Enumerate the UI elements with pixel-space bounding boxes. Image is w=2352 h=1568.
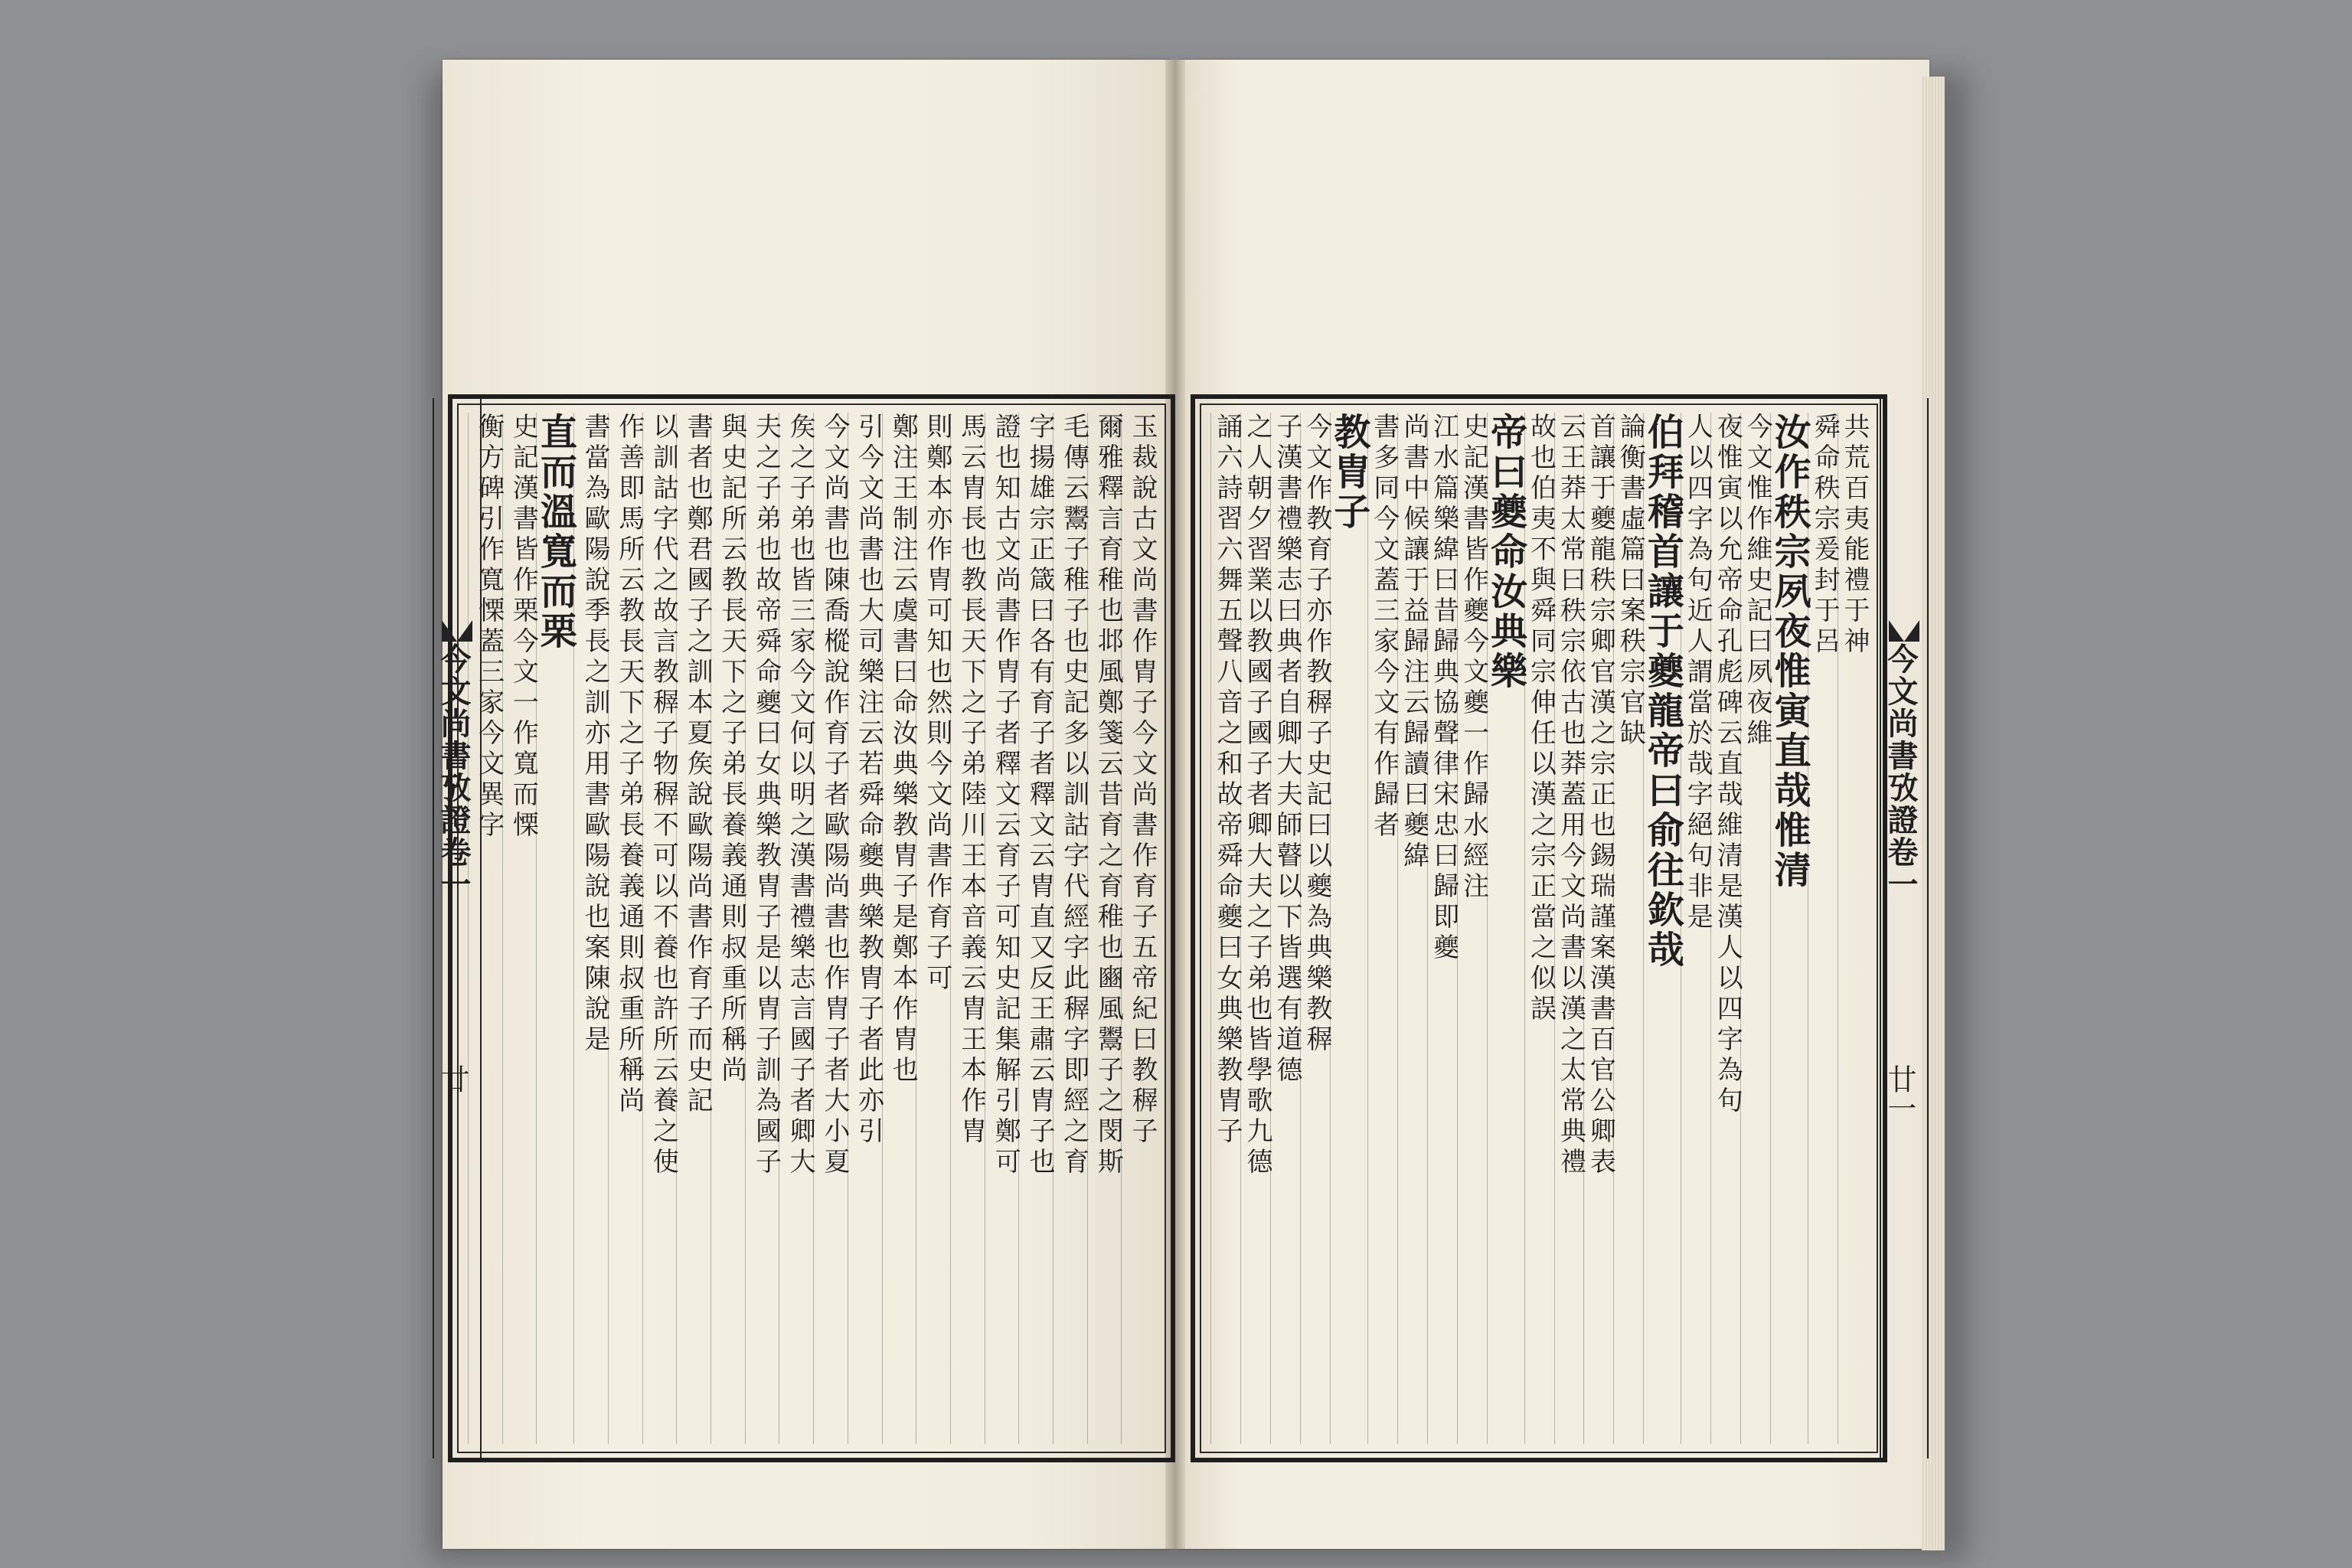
left-text-column: 書者也鄭君國子之訓本夏矦說歐陽尚書作育子而史記 [676, 413, 710, 1444]
left-text-column: 矦之子弟也皆三家今文何以明之漢書禮樂志言國子者卿大 [779, 413, 813, 1444]
left-text-column: 夫之子弟也故帝舜命夔曰女典樂教胄子是以胄子訓為國子 [745, 413, 779, 1444]
fish-tail-mark [1889, 620, 1919, 642]
right-band-page: 廿一 [1883, 1064, 1916, 1122]
left-text-column: 馬云胄長也教長天下之子弟陸川王本音義云胄王本作胄 [950, 413, 985, 1444]
right-text-column: 江水篇樂緯曰昔歸典協聲律宋忠曰歸即夔 [1427, 413, 1457, 1444]
left-band-title: 今文尚書攷證卷一 [436, 643, 472, 900]
right-text-column: 今文惟作維史記曰夙夜維 [1740, 413, 1770, 1444]
left-text-columns [468, 413, 1158, 1444]
right-text-column: 舜命秩宗爰封于呂 [1808, 413, 1838, 1444]
right-text-column: 書多同今文蓋三家今文有作歸者 [1367, 413, 1397, 1444]
left-text-column: 作善即馬所云教長天下之子弟長養義通則叔重所稱尚 [608, 413, 642, 1444]
left-text-column: 則鄭本亦作胄可知也然則今文尚書作育子可 [916, 413, 950, 1444]
left-text-frame [448, 394, 1175, 1462]
right-text-column: 誦六詩習六舞五聲八音之和故帝舜命夔曰女典樂教胄子 [1210, 413, 1240, 1444]
left-text-column: 字揚雄宗正箴曰各有育子者釋文云胄直又反王肅云胄子也 [1018, 413, 1053, 1444]
right-text-column: 尚書中候讓于益歸注云歸讀曰夔緯 [1397, 413, 1427, 1444]
right-text-column: 帝曰夔命汝典樂 [1487, 413, 1524, 1444]
right-text-column: 之人朝夕習業以教國子國子者卿大夫之子弟也皆學歌九德 [1240, 413, 1270, 1444]
left-text-column: 史記漢書皆作栗今文一作寬而慄 [502, 413, 537, 1444]
left-text-column: 爾雅釋言育稚也邶風鄭箋云昔育之育稚也豳風鬻子之閔斯 [1087, 413, 1122, 1444]
right-text-column: 伯拜稽首讓于夔龍帝曰俞往欽哉 [1643, 413, 1681, 1444]
right-text-column: 首讓于夔龍秩宗卿官漢之宗正也錫瑞謹案漢書百官公卿表 [1583, 413, 1613, 1444]
right-center-band [1880, 398, 1929, 1459]
right-text-frame [1191, 394, 1887, 1462]
right-text-column: 史記漢書皆作夔今文夔一作歸水經注 [1457, 413, 1487, 1444]
right-text-column: 今文作教育子亦作教稺子史記曰以夔為典樂教稺 [1300, 413, 1330, 1444]
right-text-column: 論衡書虛篇曰案秩宗官缺 [1613, 413, 1643, 1444]
left-center-band [433, 398, 482, 1459]
right-text-column: 子漢書禮樂志曰典者自卿大夫師瞽以下皆選有道德 [1270, 413, 1300, 1444]
left-text-column: 衡方碑引作寬慄蓋三家今文異字 [468, 413, 502, 1444]
right-band-title: 今文尚書攷證卷一 [1883, 643, 1919, 900]
left-text-column: 以訓詁字代之故言教稺子物稺不可以不養也許所云養之使 [642, 413, 677, 1444]
right-text-columns [1210, 413, 1870, 1444]
left-text-column: 鄭注王制注云虞書曰命汝典樂教胄子是鄭本作胄也 [882, 413, 916, 1444]
right-text-column: 汝作秩宗夙夜惟寅直哉惟清 [1770, 413, 1808, 1444]
left-text-column: 直而溫寬而栗 [536, 413, 573, 1444]
right-text-column: 云王莽太常曰秩宗依古也莽蓋用今文尚書以漢之太常典禮 [1554, 413, 1584, 1444]
left-text-column: 毛傳云鬻子稚子也史記多以訓詁字代經字此稺字即經之育 [1053, 413, 1087, 1444]
right-text-column: 夜惟寅以允帝命孔彪碑云直哉維清是漢人以四字為句 [1710, 413, 1740, 1444]
left-text-column: 玉裁說古文尚書作胄子今文尚書作育子五帝紀曰教稺子 [1121, 413, 1155, 1444]
left-text-column: 引今文尚書也大司樂注云若舜命夔典樂教胄子者此亦引 [848, 413, 882, 1444]
left-text-column: 今文尚書也陳喬樅說作育子者歐陽尚書也作胄子者大小夏 [813, 413, 848, 1444]
right-text-column: 共荒百夷能禮于神 [1838, 413, 1867, 1444]
left-text-column: 與史記所云教長天下之子弟長養義通則叔重所稱尚 [710, 413, 745, 1444]
left-text-column: 證也知古文尚書作胄子者釋文云育子可知史記集解引鄭可 [985, 413, 1019, 1444]
left-band-page: 廿 [436, 1064, 469, 1093]
right-text-column: 教胄子 [1330, 413, 1367, 1444]
right-text-column: 故也伯夷不與舜同宗伸任以漢之宗正當之似誤 [1524, 413, 1554, 1444]
fish-tail-mark [442, 620, 472, 642]
left-text-column: 書當為歐陽說季長之訓亦用書歐陽說也案陳說是 [573, 413, 608, 1444]
right-text-column: 人以四字為句近人謂當於哉字絕句非是 [1681, 413, 1710, 1444]
